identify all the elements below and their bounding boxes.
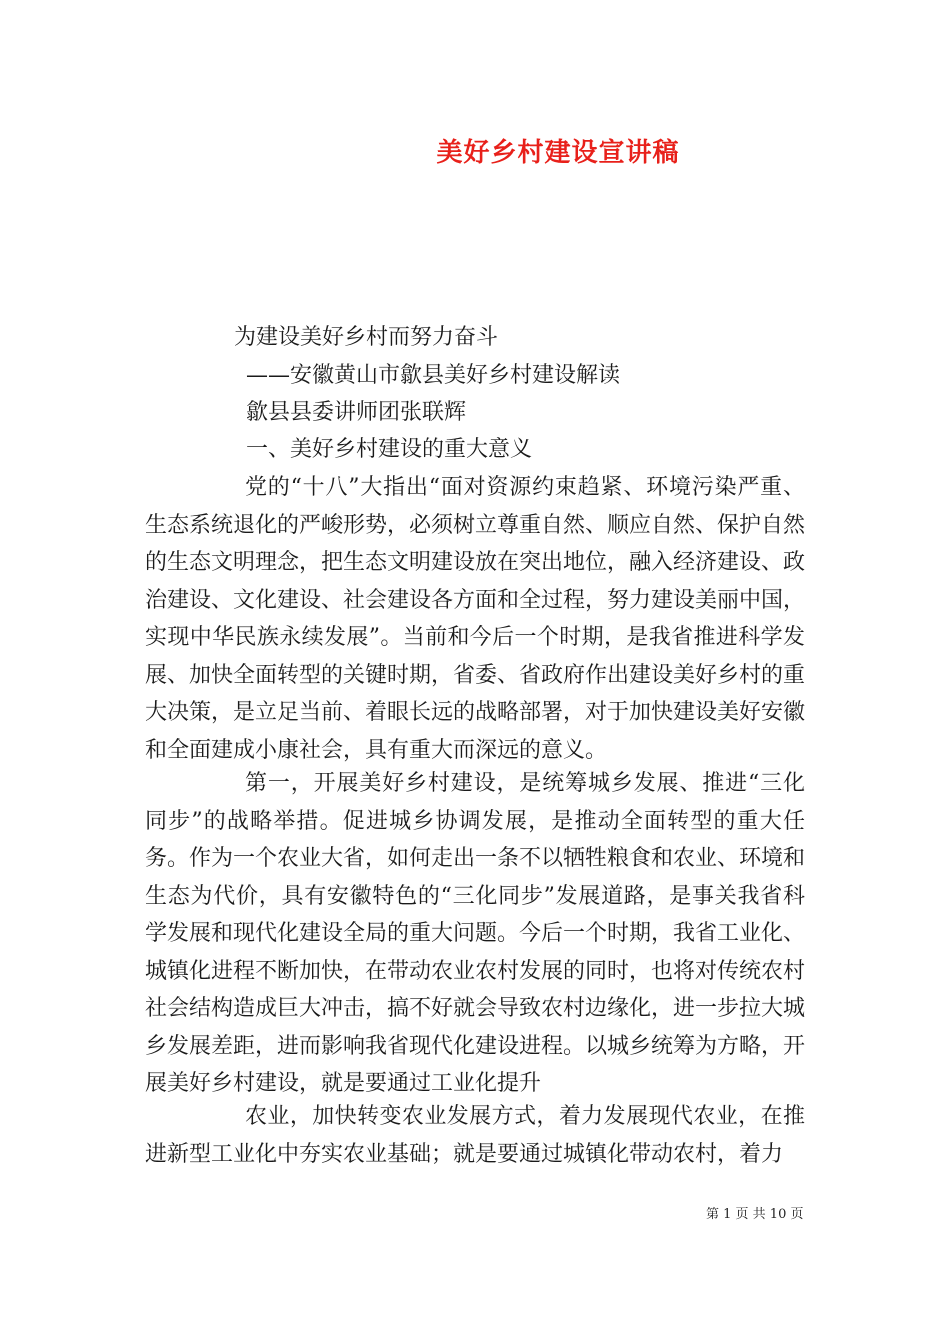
paragraph-3: 农业，加快转变农业发展方式，着力发展现代农业，在推进新型工业化中夯实农业基础；就是要通过城镇化带动农村，着力 bbox=[145, 1104, 805, 1167]
author-line: 歙县县委讲师团张联辉 bbox=[246, 400, 467, 425]
document-title: 美好乡村建设宣讲稿 bbox=[436, 138, 680, 168]
section-heading: 一、美好乡村建设的重大意义 bbox=[246, 437, 533, 462]
paragraph-1: 党的“十八”大指出“面对资源约束趋紧、环境污染严重、生态系统退化的严峻形势，必须树立尊重自然、顺应自然、保护自然的生态文明理念，把生态文明建设放在突出地位，融入经济建设、政治建设、文化建设、社会建设各方面和全过程，努力建设美丽中国，实现中华民族永续发展”。当前和今后一个时期，是我省推进科学发展、加快全面转型的关键时期，省委、省政府作出建设美好乡村的重大决策，是立足当前、着眼长远的战略部署，对于加快建设美好安徽和全面建成小康社会，具有重大而深远的意义。 bbox=[145, 475, 806, 763]
subtitle-sub: ——安徽黄山市歙县美好乡村建设解读 bbox=[246, 363, 621, 388]
paragraph-2: 第一，开展美好乡村建设，是统筹城乡发展、推进“三化同步”的战略举措。促进城乡协调发展，是推动全面转型的重大任务。作为一个农业大省，如何走出一条不以牺牲粮食和农业、环境和生态为代价，具有安徽特色的“三化同步”发展道路，是事关我省科学发展和现代化建设全局的重大问题。今后一个时期，我省工业化、城镇化进程不断加快，在带动农业农村发展的同时，也将对传统农村社会结构造成巨大冲击，搞不好就会导致农村边缘化，进一步拉大城乡发展差距，进而影响我省现代化建设进程。以城乡统筹为方略，开展美好乡村建设，就是要通过工业化提升 bbox=[145, 771, 806, 1096]
subtitle-main: 为建设美好乡村而努力奋斗 bbox=[234, 325, 499, 350]
page-number: 第 1 页 共 10 页 bbox=[706, 1207, 804, 1222]
